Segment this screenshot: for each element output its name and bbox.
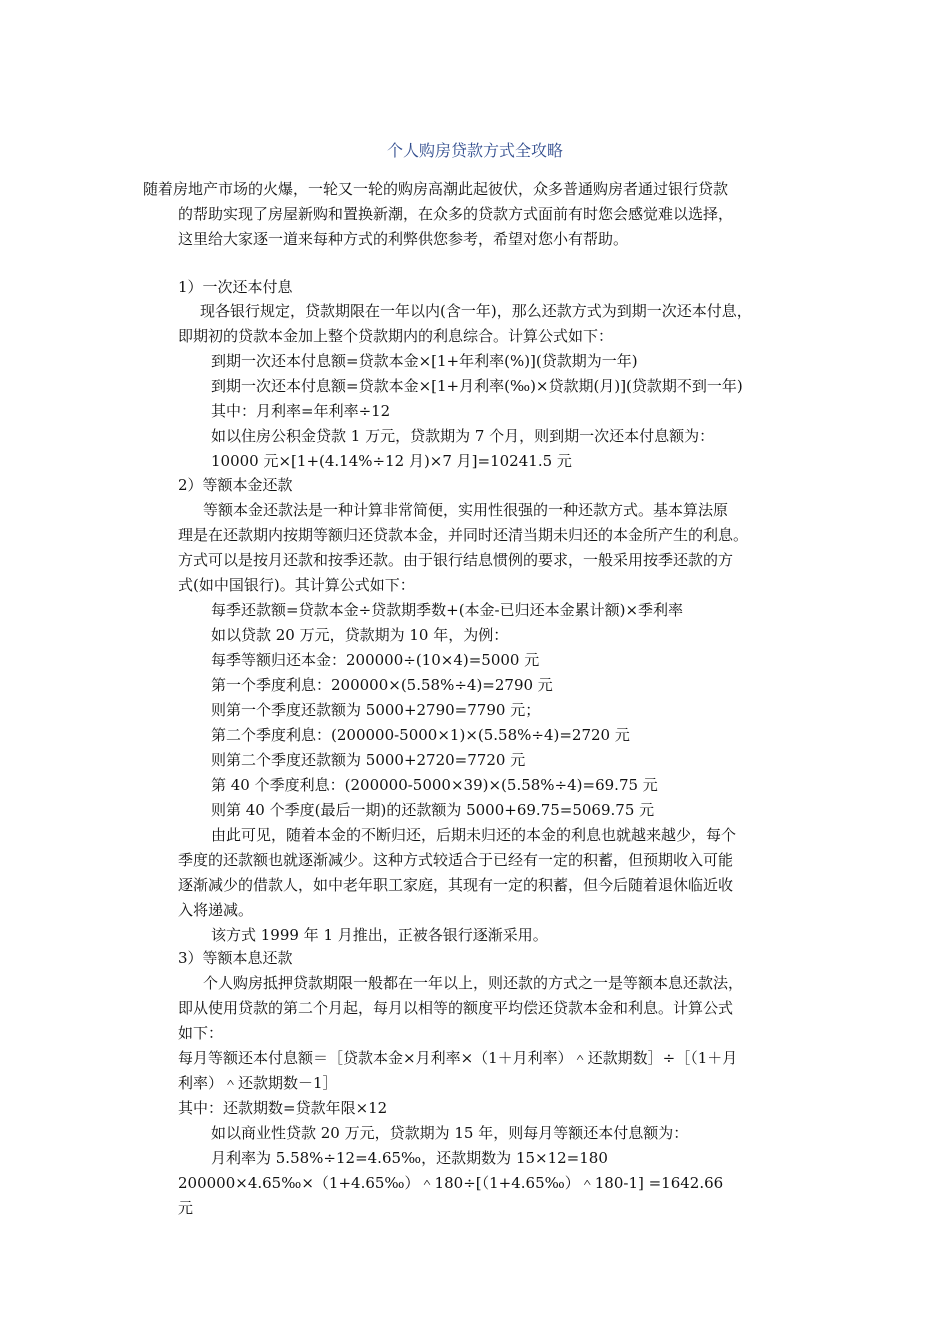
section1-line: 现各银行规定，贷款期限在一年以内(含一年)，那么还款方式为到期一次还本付息， [200,302,752,320]
section2-line: 入将递减。 [178,901,254,919]
section2-calc-line: 每季等额归还本金：200000÷(10×4)=5000 元 [211,651,540,669]
section2-line: 理是在还款期内按期等额归还贷款本金，并同时还清当期未归还的本金所产生的利息。 [178,526,749,544]
section1-result-line: 10000 元×[1+(4.14%÷12 月)×7 月]=10241.5 元 [211,452,572,470]
section1-heading: 1）一次还本付息 [178,278,293,296]
section3-calc-line: 元 [178,1199,194,1217]
section3-line: 即从使用贷款的第二个月起，每月以相等的额度平均偿还贷款本金和利息。计算公式 [178,999,734,1017]
section3-calc-line: 月利率为 5.58%÷12=4.65‰，还款期数为 15×12=180 [211,1149,608,1167]
section1-line: 即期初的贷款本金加上整个贷款期内的利息综合。计算公式如下： [178,327,614,345]
section2-line: 该方式 1999 年 1 月推出，正被各银行逐渐采用。 [211,926,548,944]
section3-line: 其中：还款期数=贷款年限×12 [178,1099,388,1117]
section2-line: 季度的还款额也就逐渐减少。这种方式较适合于已经有一定的积蓄，但预期收入可能 [178,851,734,869]
section2-calc-line: 第二个季度利息：(200000-5000×1)×(5.58%÷4)=2720 元 [211,726,630,744]
section1-line: 如以住房公积金贷款 1 万元，贷款期为 7 个月，则到期一次还本付息额为： [211,427,715,445]
section3-formula-line: 每月等额还本付息额＝［贷款本金×月利率×（1＋月利率）＾还款期数］÷［（1＋月 [178,1049,738,1067]
section2-line: 由此可见，随着本金的不断归还，后期未归还的本金的利息也就越来越少，每个 [211,826,737,844]
document-title: 个人购房贷款方式全攻略 [386,141,563,160]
section3-line: 如以商业性贷款 20 万元，贷款期为 15 年，则每月等额还本付息额为： [211,1124,689,1142]
section2-line: 等额本金还款法是一种计算非常简便，实用性很强的一种还款方式。基本算法原 [203,501,729,519]
section2-line: 方式可以是按月还款和按季还款。由于银行结息惯例的要求，一般采用按季还款的方 [178,551,734,569]
section2-calc-line: 第 40 个季度利息：(200000-5000×39)×(5.58%÷4)=69.75 元 [211,776,658,794]
intro-line-3: 这里给大家逐一道来每种方式的利弊供您参考，希望对您小有帮助。 [178,230,629,248]
section2-line: 式(如中国银行)。其计算公式如下： [178,576,415,594]
section3-calc-line: 200000×4.65‰×（1+4.65‰）＾180÷[（1+4.65‰）＾180-1] =1642.66 [178,1174,724,1192]
section2-calc-line: 第一个季度利息：200000×(5.58%÷4)=2790 元 [211,676,553,694]
section2-heading: 2）等额本金还款 [178,476,293,494]
section2-line: 如以贷款 20 万元，贷款期为 10 年，为例： [211,626,509,644]
section2-formula-line: 每季还款额=贷款本金÷贷款期季数+(本金-已归还本金累计额)×季利率 [211,601,684,619]
section1-formula-line: 到期一次还本付息额=贷款本金×[1+月利率(‰)×贷款期(月)](贷款期不到一年) [211,377,743,395]
section3-line: 个人购房抵押贷款期限一般都在一年以上，则还款的方式之一是等额本息还款法， [203,974,744,992]
intro-line-2: 的帮助实现了房屋新购和置换新潮，在众多的贷款方式面前有时您会感觉难以选择， [178,205,734,223]
section1-formula-line: 到期一次还本付息额=贷款本金×[1+年利率(%)](贷款期为一年) [211,352,638,370]
section1-line: 其中：月利率=年利率÷12 [211,402,391,420]
section3-heading: 3）等额本息还款 [178,949,293,967]
intro-line-1: 随着房地产市场的火爆，一轮又一轮的购房高潮此起彼伏，众多普通购房者通过银行贷款 [143,180,729,198]
section2-calc-line: 则第二个季度还款额为 5000+2720=7720 元 [211,751,526,769]
section2-calc-line: 则第一个季度还款额为 5000+2790=7790 元； [211,701,541,719]
section3-line: 如下： [178,1024,224,1042]
section3-formula-line: 利率）＾还款期数－1］ [178,1074,338,1092]
section2-line: 逐渐减少的借款人，如中老年职工家庭，其现有一定的积蓄，但今后随着退休临近收 [178,876,734,894]
section2-calc-line: 则第 40 个季度(最后一期)的还款额为 5000+69.75=5069.75 元 [211,801,655,819]
